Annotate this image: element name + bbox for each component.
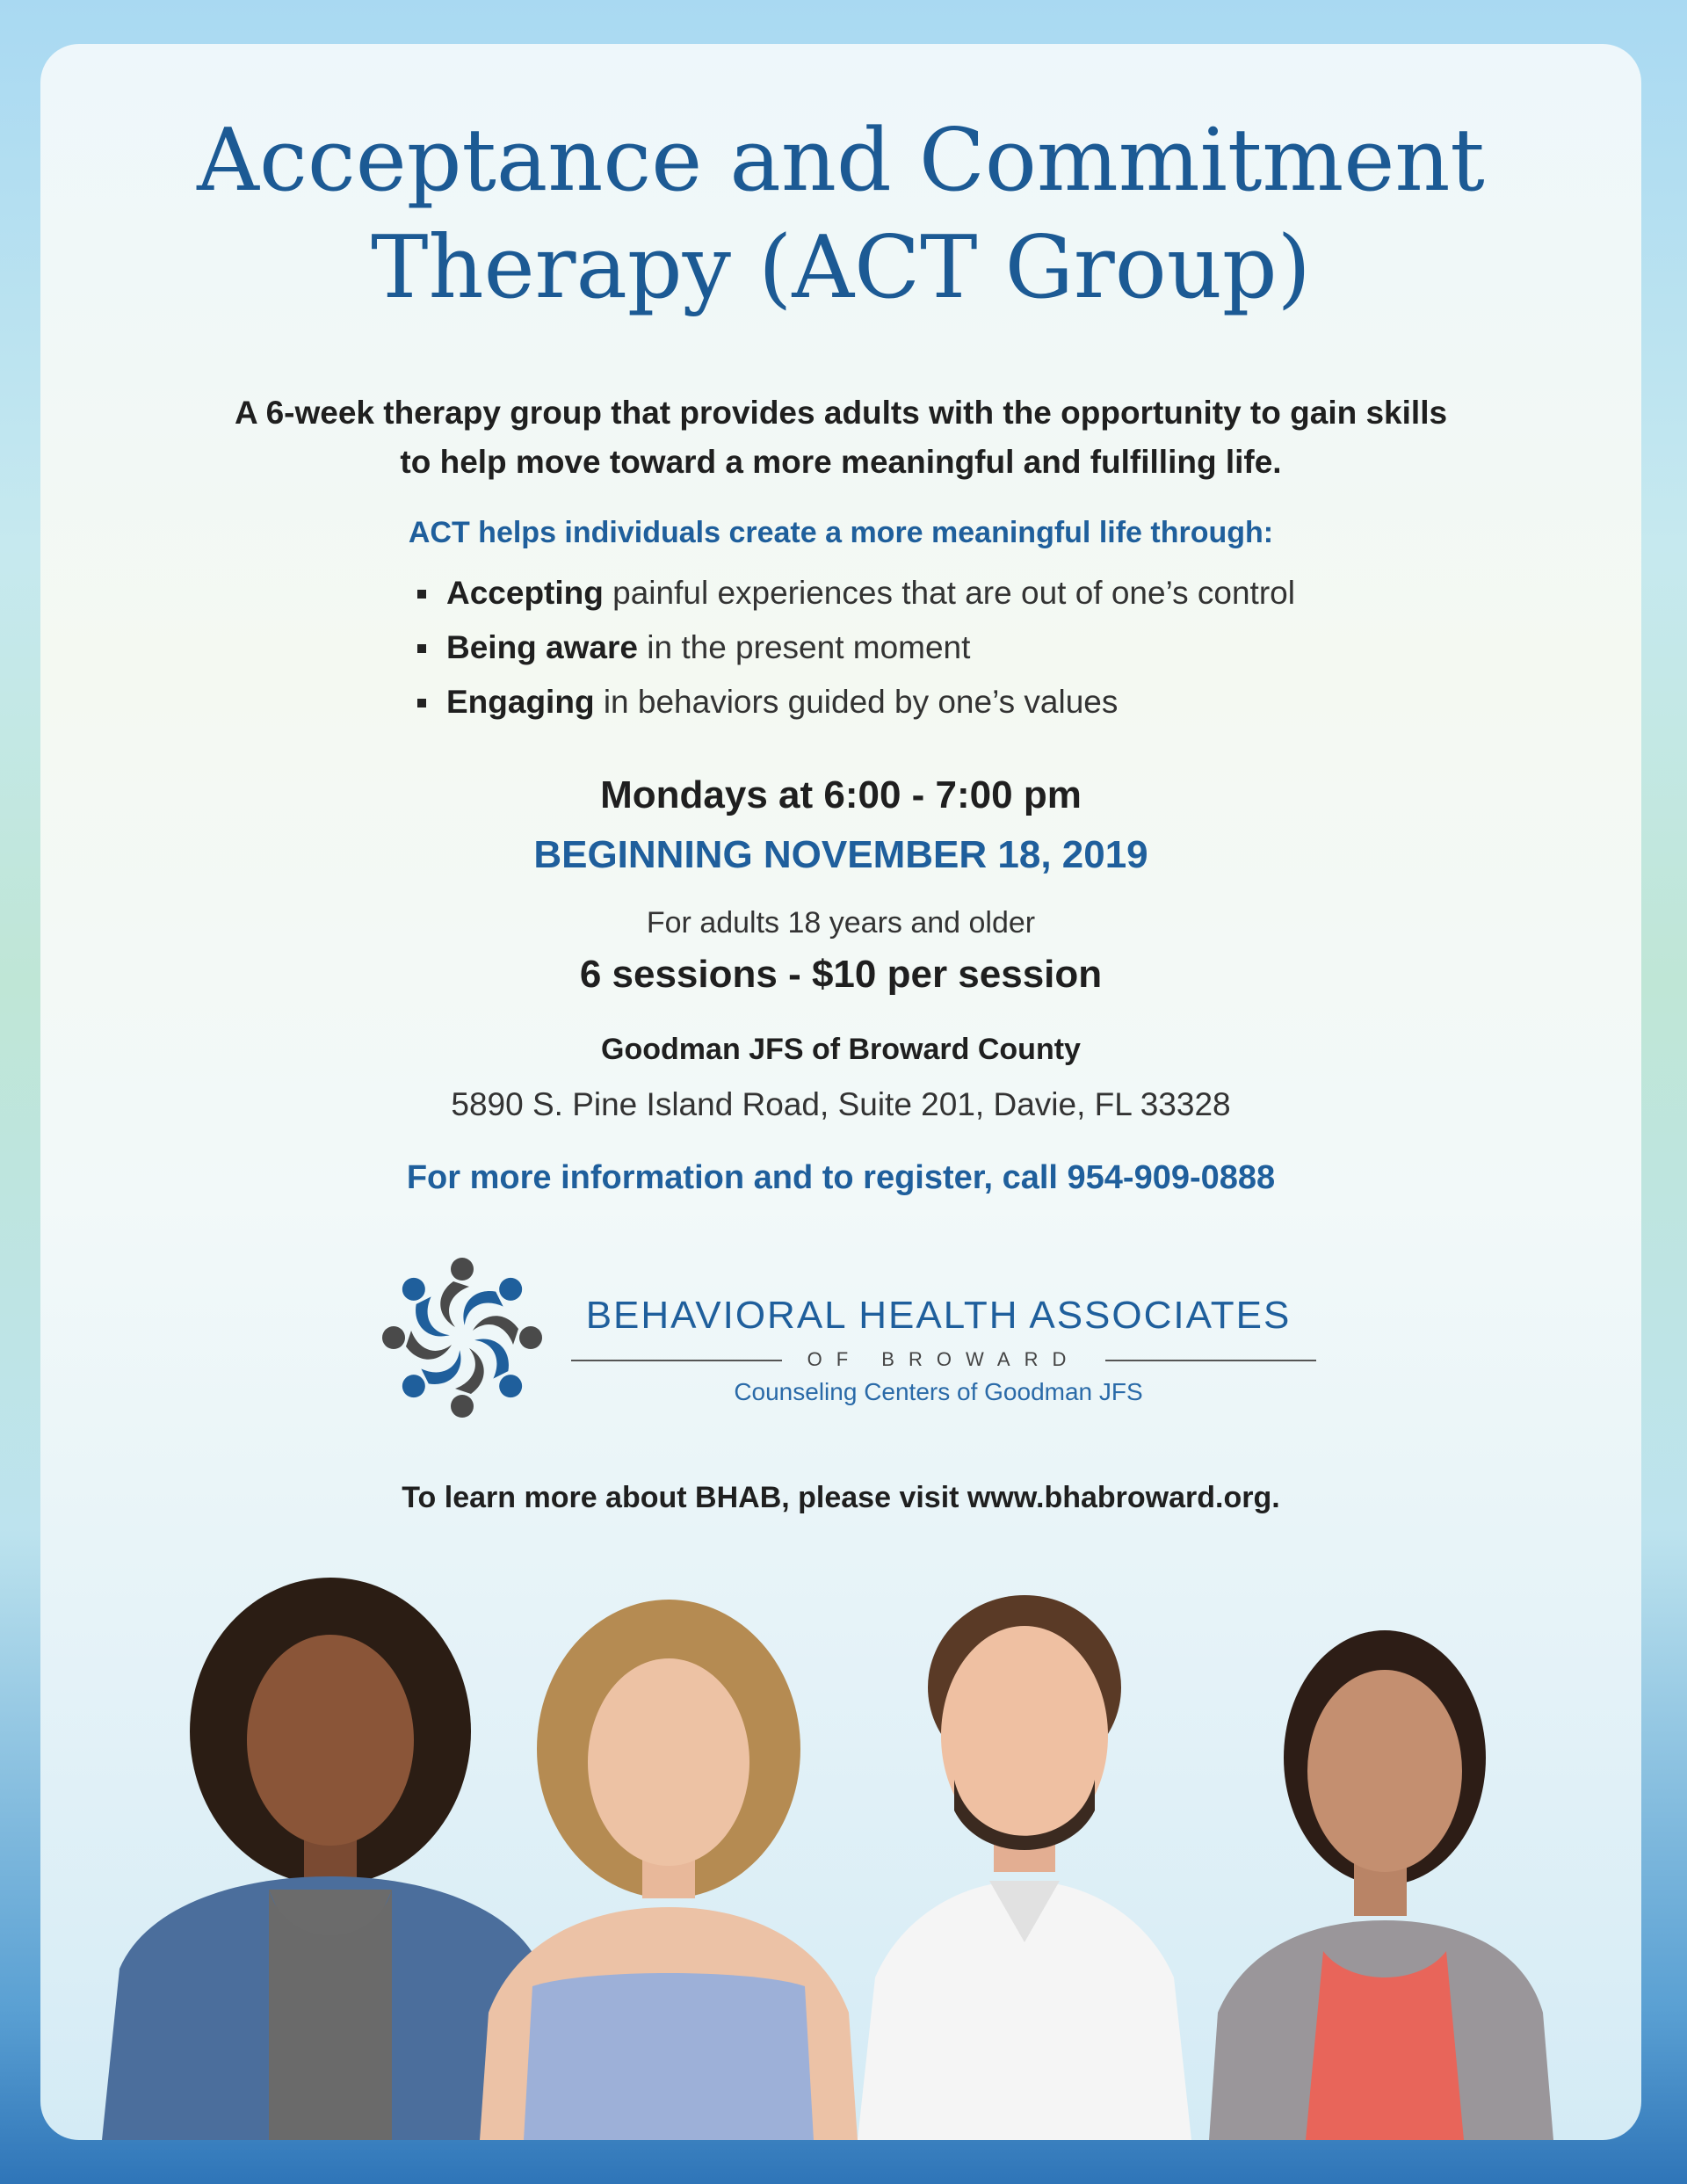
- pinwheel-people-icon: [374, 1250, 550, 1426]
- person-4: [1209, 1630, 1553, 2140]
- start-date: BEGINNING NOVEMBER 18, 2019: [533, 833, 1148, 876]
- divider: [571, 1360, 782, 1361]
- logo-subtitle-row: [571, 1346, 1316, 1373]
- list-item: [413, 566, 1295, 620]
- list-item: [413, 620, 1295, 675]
- intro-line-2: to help move toward a more meaningful and fulfilling life.: [400, 444, 1282, 480]
- register-info: For more information and to register, call 954-909-0888: [406, 1159, 1276, 1196]
- list-item: [413, 675, 1295, 729]
- page-title: [40, 107, 1641, 322]
- flyer-card: [40, 44, 1641, 2140]
- location-org: Goodman JFS of Broward County: [601, 1033, 1081, 1066]
- visit-website-text: To learn more about BHAB, please visit www.bhabroward.org.: [402, 1481, 1280, 1514]
- benefits-list: [413, 566, 1295, 729]
- intro-text: [40, 388, 1641, 487]
- audience-note: For adults 18 years and older: [646, 906, 1036, 940]
- act-heading: ACT helps individuals create a more meaningful life through:: [408, 516, 1274, 549]
- intro-line-1: A 6-week therapy group that provides adults with the opportunity to gain skills: [234, 395, 1448, 431]
- person-3: [858, 1595, 1191, 2140]
- logo-name: BEHAVIORAL HEALTH ASSOCIATES: [585, 1294, 1292, 1337]
- bullet-bold: Engaging: [446, 684, 595, 720]
- bullet-text: painful experiences that are out of one’s control: [603, 575, 1295, 611]
- schedule-time: Mondays at 6:00 - 7:00 pm: [600, 773, 1082, 816]
- title-line-1: Acceptance and Commitment: [197, 111, 1485, 211]
- group-photo: [40, 1573, 1641, 2140]
- session-price: 6 sessions - $10 per session: [579, 953, 1103, 996]
- bullet-text: in the present moment: [637, 629, 971, 665]
- person-2: [480, 1600, 858, 2140]
- bullet-bold: Accepting: [446, 575, 604, 611]
- location-address: 5890 S. Pine Island Road, Suite 201, Davie, FL 33328: [451, 1086, 1231, 1122]
- title-line-2: Therapy (ACT Group): [371, 218, 1311, 318]
- bullet-bold: Being aware: [446, 629, 638, 665]
- divider: [1105, 1360, 1316, 1361]
- logo-subtitle: OF BROWARD: [807, 1348, 1081, 1370]
- bullet-text: in behaviors guided by one’s values: [594, 684, 1119, 720]
- logo-tagline: Counseling Centers of Goodman JFS: [734, 1378, 1143, 1405]
